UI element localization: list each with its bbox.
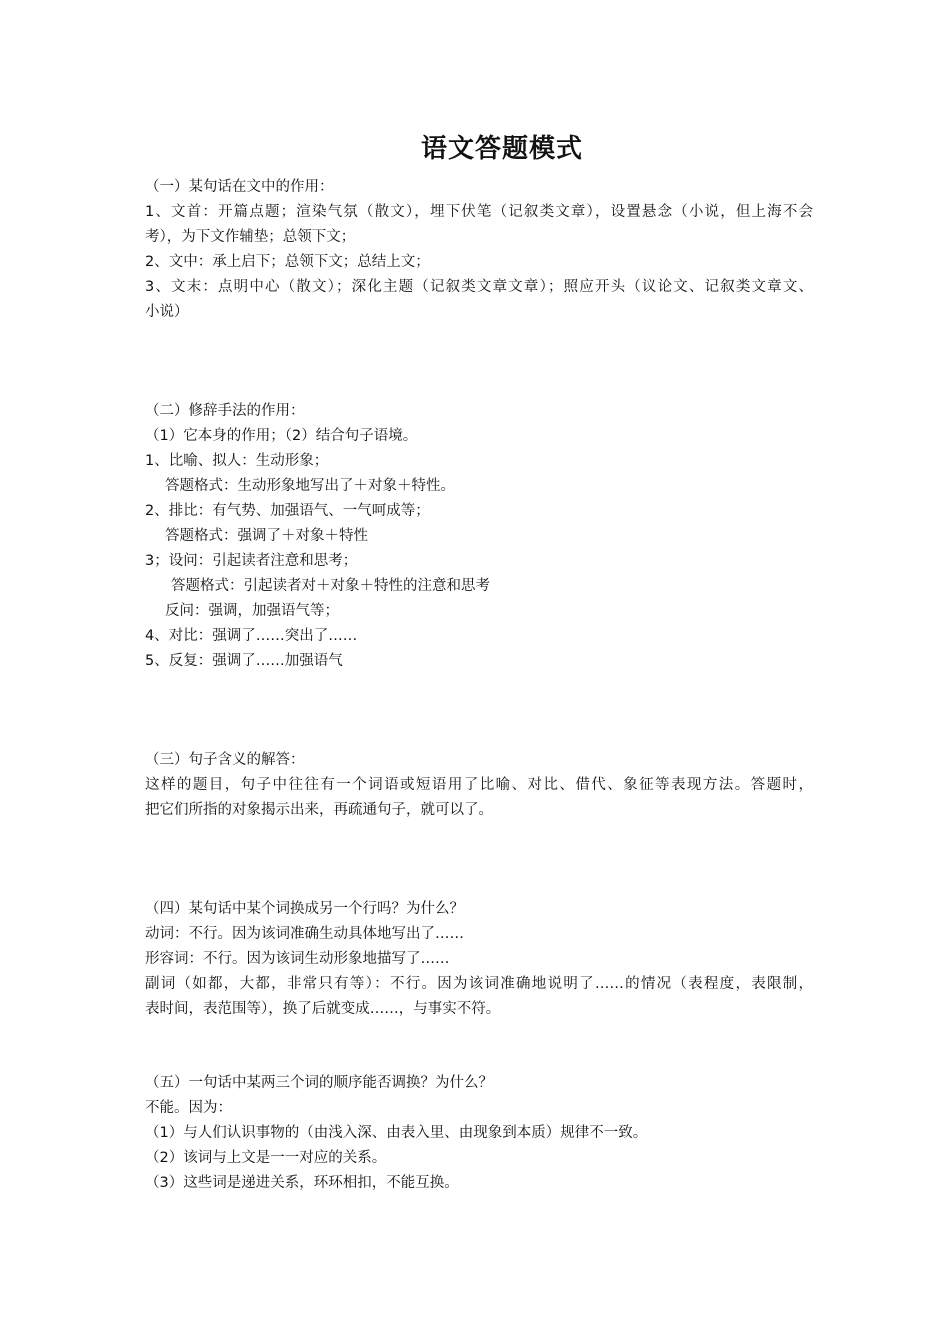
section-1-line: 3、文末：点明中心（散文）；深化主题（记叙类文章文章）；照应开头（议论文、记叙类文章文、 bbox=[145, 279, 813, 295]
section-5-heading: （五）一句话中某两三个词的顺序能否调换？为什么？ bbox=[145, 1075, 493, 1091]
section-4-heading: （四）某句话中某个词换成另一个行吗？为什么？ bbox=[145, 901, 464, 917]
section-1-line: 考），为下文作辅垫；总领下文； bbox=[145, 229, 356, 245]
section-5-line: （2）该词与上文是一一对应的关系。 bbox=[145, 1150, 387, 1166]
section-3-line: 把它们所指的对象揭示出来，再疏通句子，就可以了。 bbox=[145, 802, 493, 818]
section-1-heading: （一）某句话在文中的作用： bbox=[145, 179, 334, 195]
section-1-line: 1、文首：开篇点题；渲染气氛（散文），埋下伏笔（记叙类文章），设置悬念（小说，但上海不会 bbox=[145, 204, 813, 220]
section-2-heading: （二）修辞手法的作用： bbox=[145, 403, 305, 419]
section-4-line: 表时间，表范围等），换了后就变成……，与事实不符。 bbox=[145, 1001, 501, 1017]
section-5-line: 不能。因为： bbox=[145, 1100, 232, 1116]
section-2-line: 4、对比：强调了……突出了…… bbox=[145, 628, 358, 644]
document-title: 语文答题模式 bbox=[420, 134, 583, 164]
section-2-line: 2、排比：有气势、加强语气、一气呵成等； bbox=[145, 503, 430, 519]
section-3-line: 这样的题目，句子中往往有一个词语或短语用了比喻、对比、借代、象征等表现方法。答题时， bbox=[145, 777, 813, 793]
section-2-line: 反问：强调，加强语气等； bbox=[165, 603, 339, 619]
section-2-line: 3；设问：引起读者注意和思考； bbox=[145, 553, 358, 569]
section-2-line: 答题格式：强调了＋对象＋特性 bbox=[165, 528, 368, 544]
section-2-line: 1、比喻、拟人：生动形象； bbox=[145, 453, 329, 469]
section-2-line: 答题格式：生动形象地写出了＋对象＋特性。 bbox=[165, 478, 455, 494]
section-3-heading: （三）句子含义的解答： bbox=[145, 752, 305, 768]
section-4-line: 副词（如都，大都，非常只有等）：不行。因为该词准确地说明了……的情况（表程度，表限制， bbox=[145, 976, 813, 992]
section-1-line: 小说） bbox=[145, 304, 189, 320]
section-1-line: 2、文中：承上启下；总领下文；总结上文； bbox=[145, 254, 430, 270]
section-5-line: （3）这些词是递进关系，环环相扣，不能互换。 bbox=[145, 1175, 459, 1191]
section-2-line: 5、反复：强调了……加强语气 bbox=[145, 653, 343, 669]
section-5-line: （1）与人们认识事物的（由浅入深、由表入里、由现象到本质）规律不一致。 bbox=[145, 1125, 648, 1141]
section-2-line: （1）它本身的作用；（2）结合句子语境。 bbox=[145, 428, 418, 444]
section-4-line: 形容词：不行。因为该词生动形象地描写了…… bbox=[145, 951, 450, 967]
section-2-line: 答题格式：引起读者对＋对象＋特性的注意和思考 bbox=[171, 578, 490, 594]
section-4-line: 动词：不行。因为该词准确生动具体地写出了…… bbox=[145, 926, 464, 942]
